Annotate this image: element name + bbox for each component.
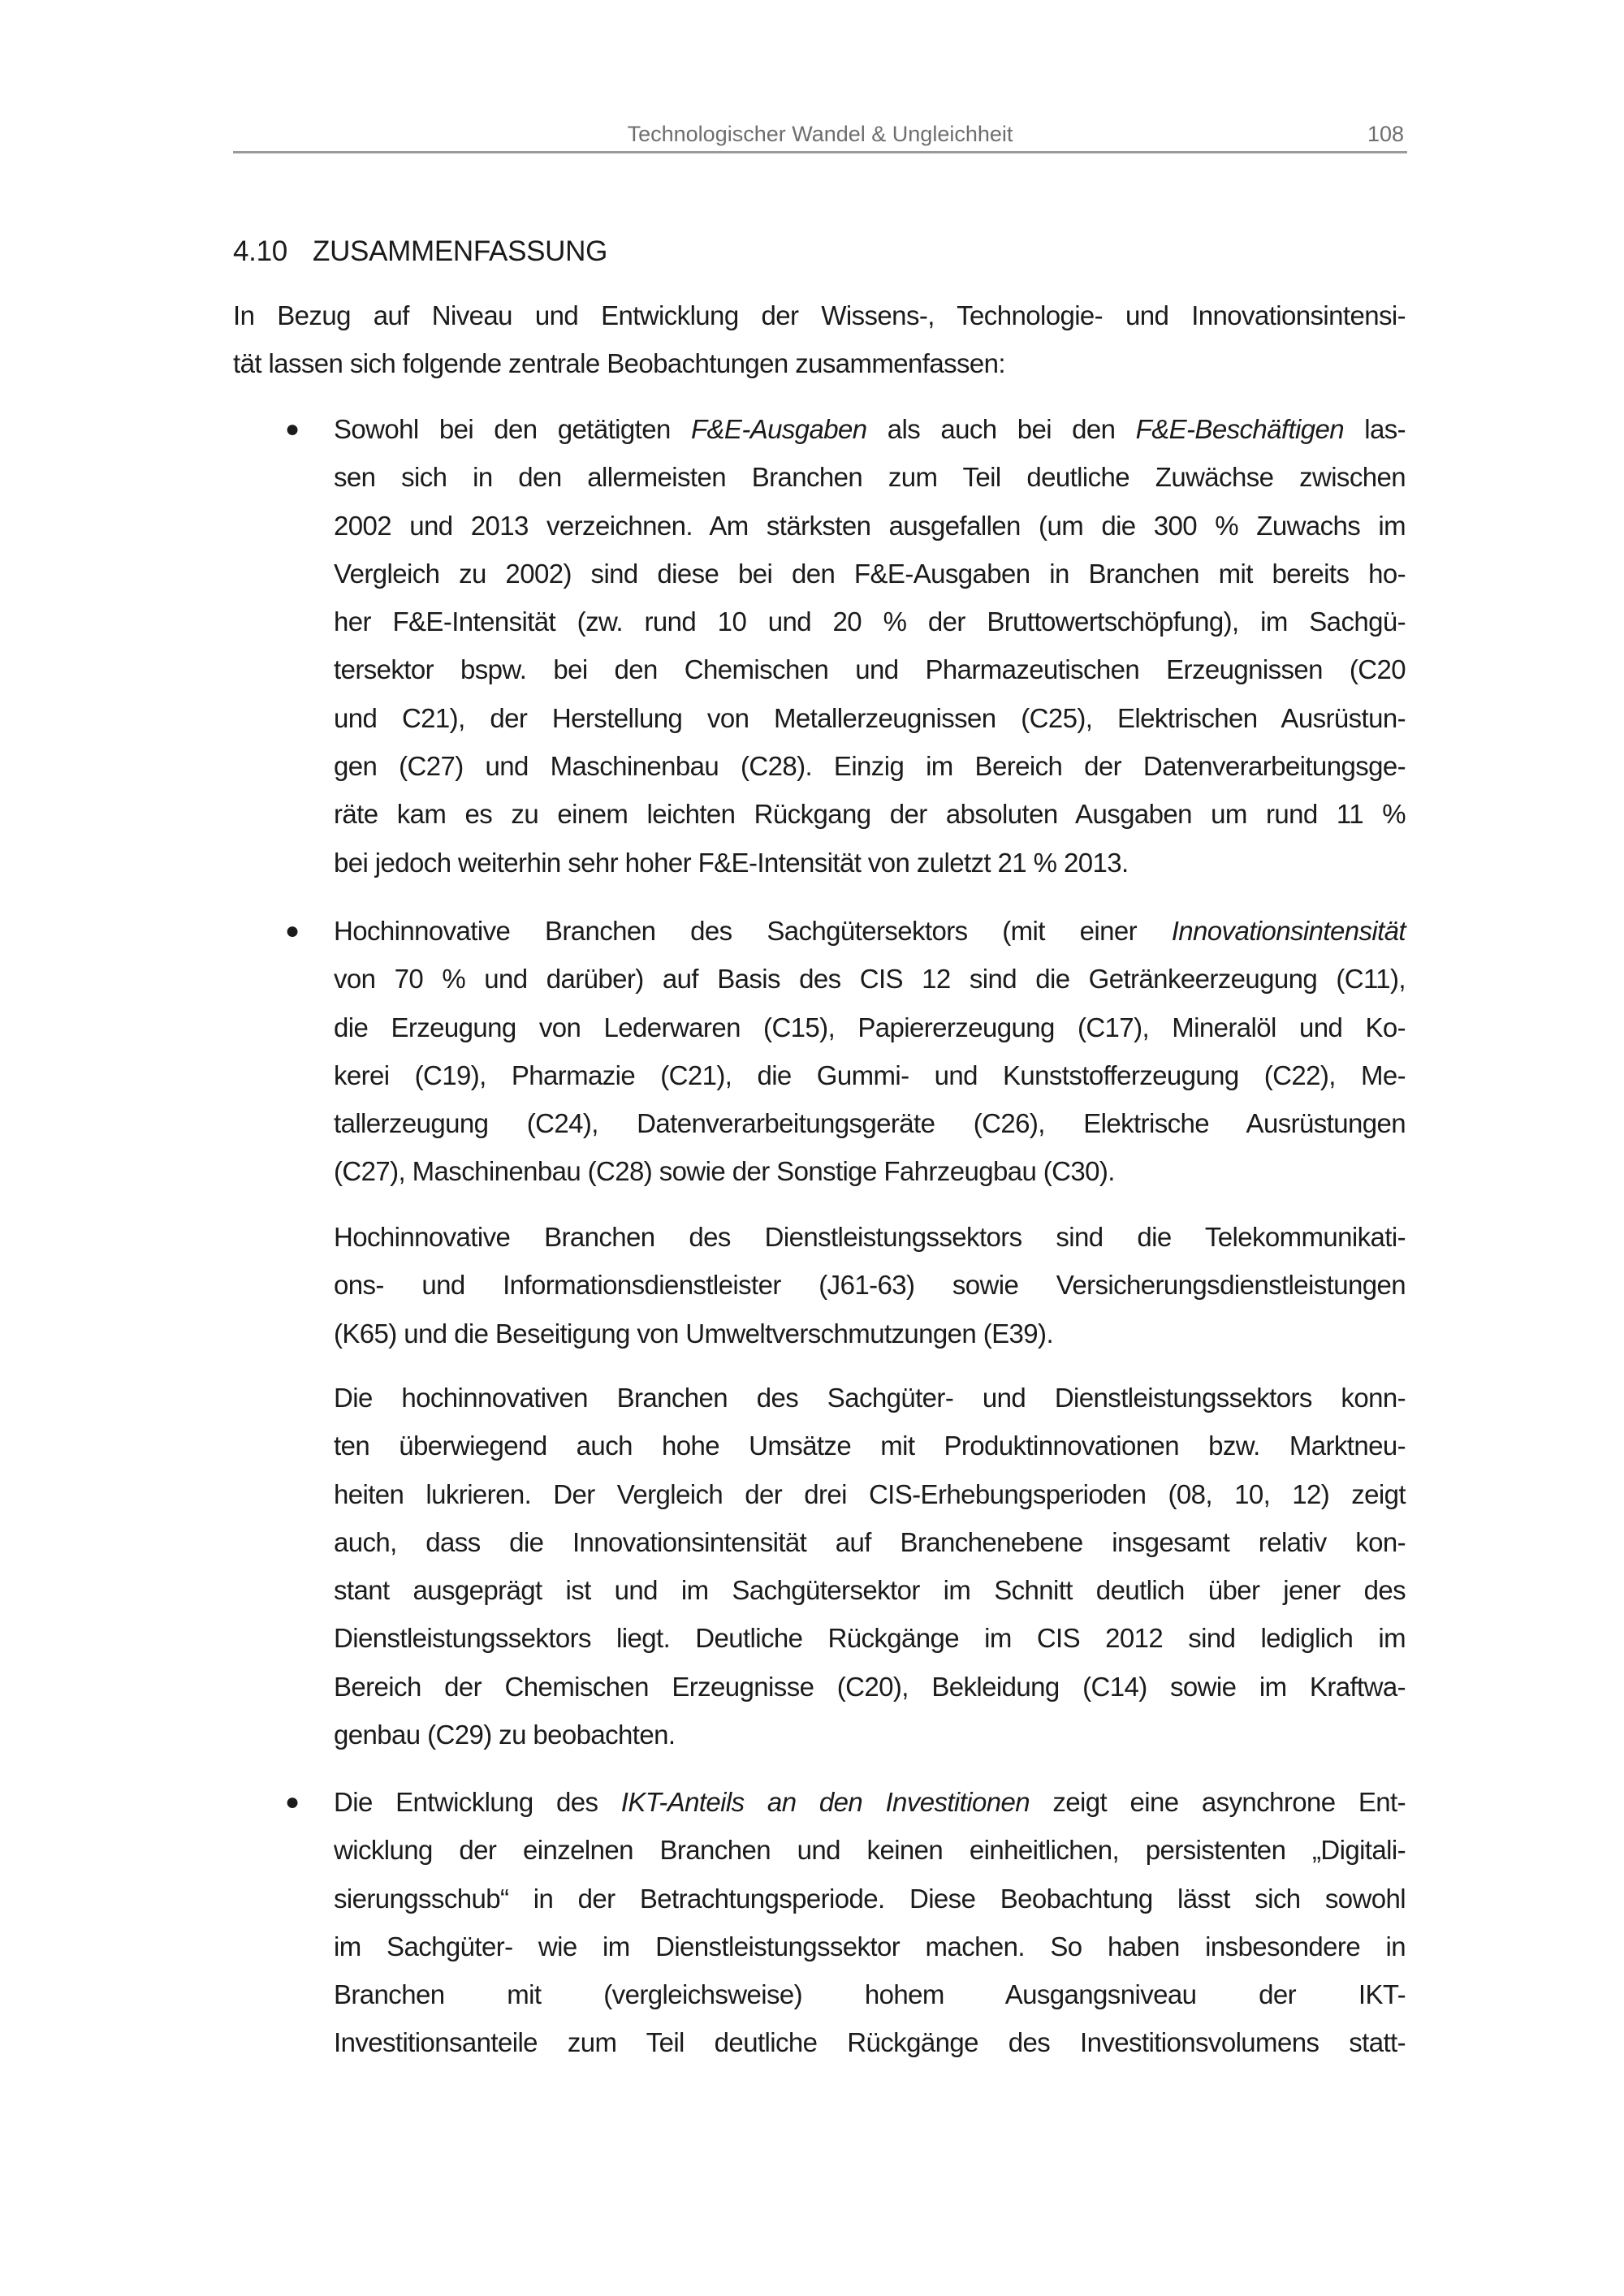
bullet-item [285,1778,1406,2067]
paragraph [334,1374,1406,1759]
text-line [334,1778,1406,1826]
text-run: ons- und Informationsdienstleister (J61-63) sowie Versicherungsdienstleistungen [334,1270,1406,1301]
text-line [334,1374,1406,1422]
running-title: Technologischer Wandel & Ungleichheit [627,122,1013,146]
text-run: Die Entwicklung des [334,1787,621,1817]
text-line [334,1663,1406,1711]
text-run: (C27), Maschinenbau (C28) sowie der Sonstige Fahrzeugbau (C30). [334,1156,1115,1187]
text-line [334,645,1406,693]
text-run: im Sachgüter- wie im Dienstleistungssektor machen. So haben insbesondere in [334,1931,1406,1962]
text-line [334,1470,1406,1518]
paragraph [233,291,1406,388]
text-run: genbau (C29) zu beobachten. [334,1720,676,1750]
text-line [334,502,1406,550]
page-header [233,122,1407,153]
text-run: Die hochinnovativen Branchen des Sachgüter- und Dienstleistungssektors konn- [334,1383,1406,1413]
text-line [334,1099,1406,1147]
text-run: die Erzeugung von Lederwaren (C15), Papiererzeugung (C17), Mineralöl und Ko- [334,1012,1406,1042]
text-run: Vergleich zu 2002) sind diese bei den F&E-Ausgaben in Branchen mit bereits ho- [334,558,1406,589]
text-line [334,550,1406,598]
text-run: wicklung der einzelnen Branchen und keinen einheitlichen, persistenten „Digitali- [334,1835,1406,1866]
section-title: ZUSAMMENFASSUNG [313,235,608,267]
text-line [334,839,1406,887]
text-run: Bereich der Chemischen Erzeugnisse (C20), Bekleidung (C14) sowie im Kraftwa- [334,1671,1406,1702]
text-line [334,1422,1406,1470]
text-line [334,1261,1406,1309]
text-run: gen (C27) und Maschinenbau (C28). Einzig im Bereich der Datenverarbeitungsge- [334,751,1406,782]
text-line [334,1923,1406,1970]
text-run: Dienstleistungssektors liegt. Deutliche Rückgänge im CIS 2012 sind lediglich im [334,1623,1406,1654]
text-line [334,1147,1406,1195]
text-run: auch, dass die Innovationsintensität auf Branchenebene insgesamt relativ kon- [334,1526,1406,1557]
text-run: räte kam es zu einem leichten Rückgang der absoluten Ausgaben um rund 11 % [334,799,1406,830]
emphasized-term: IKT-Anteils an den Investitionen [620,1787,1030,1817]
text-line [334,1711,1406,1759]
emphasized-term: F&E-Beschäftigen [1135,414,1345,444]
bullet-item [285,907,1406,1196]
text-run: her F&E-Intensität (zw. rund 10 und 20 % der Bruttowertschöpfung), im Sachgü- [334,606,1406,637]
text-line [334,1003,1406,1051]
bullet-icon: ● [285,1789,300,1815]
text-run: las- [1344,414,1406,444]
text-run: Hochinnovative Branchen des Dienstleistungssektors sind die Telekommunikati- [334,1222,1406,1252]
text-run: Sowohl bei den getätigten [334,414,691,444]
text-line [334,742,1406,790]
text-run: tersektor bspw. bei den Chemischen und Pharmazeutischen Erzeugnissen (C20 [334,654,1406,685]
bullet-icon: ● [285,917,300,944]
text-line [334,1310,1406,1357]
text-run: von 70 % und darüber) auf Basis des CIS 12 sind die Getränkeerzeugung (C11), [334,964,1406,995]
text-run: sierungsschub“ in der Betrachtungsperiode. Diese Beobachtung lässt sich sowohl [334,1883,1406,1914]
text-line [233,339,1406,387]
text-run: sen sich in den allermeisten Branchen zum Teil deutliche Zuwächse zwischen [334,462,1406,493]
text-run: (K65) und die Beseitigung von Umweltverschmutzungen (E39). [334,1318,1054,1349]
text-run: ten überwiegend auch hohe Umsätze mit Produktinnovationen bzw. Marktneu- [334,1431,1406,1461]
emphasized-term: F&E-Ausgaben [690,414,867,444]
text-line [334,1518,1406,1566]
text-line [334,405,1406,453]
text-line [334,1875,1406,1923]
text-run: Hochinnovative Branchen des Sachgütersektors (mit einer [334,916,1172,946]
text-run: als auch bei den [866,414,1136,444]
text-line [334,1970,1406,2018]
text-run: kerei (C19), Pharmazie (C21), die Gummi- und Kunststofferzeugung (C22), Me- [334,1060,1406,1090]
text-run: heiten lukrieren. Der Vergleich der drei CIS-Erhebungsperioden (08, 10, 12) zeigt [334,1478,1406,1509]
text-line [334,1614,1406,1662]
text-line [334,1213,1406,1261]
text-line [334,2018,1406,2066]
text-line [334,1826,1406,1874]
page-number: 108 [1367,122,1404,146]
section-heading [233,235,607,268]
text-run: Branchen mit (vergleichsweise) hohem Ausgangsniveau der IKT- [334,1979,1406,2010]
text-line [334,1051,1406,1099]
text-line [233,291,1406,339]
section-number: 4.10 [233,235,287,267]
text-run: 2002 und 2013 verzeichnen. Am stärksten ausgefallen (um die 300 % Zuwachs im [334,510,1406,541]
bullet-item [285,405,1406,887]
text-line [334,1566,1406,1614]
text-run: Investitionsanteile zum Teil deutliche Rückgänge des Investitionsvolumens statt- [334,2027,1406,2058]
text-line [334,453,1406,501]
text-line [334,694,1406,742]
bullet-icon: ● [285,416,300,442]
text-run: bei jedoch weiterhin sehr hoher F&E-Intensität von zuletzt 21 % 2013. [334,847,1129,878]
text-run: und C21), der Herstellung von Metallerzeugnissen (C25), Elektrischen Ausrüstun- [334,702,1406,733]
text-line [334,955,1406,1003]
emphasized-term: Innovationsintensität [1171,916,1406,946]
text-run: stant ausgeprägt ist und im Sachgütersektor im Schnitt deutlich über jener des [334,1575,1406,1606]
text-run: In Bezug auf Niveau und Entwicklung der Wissens-, Technologie- und Innovationsintensi- [233,300,1406,330]
paragraph [334,1213,1406,1357]
text-line [334,907,1406,955]
text-run: tallerzeugung (C24), Datenverarbeitungsgeräte (C26), Elektrische Ausrüstungen [334,1108,1406,1139]
text-line [334,790,1406,838]
text-line [334,598,1406,645]
text-run: tät lassen sich folgende zentrale Beobachtungen zusammenfassen: [233,348,1005,379]
text-run: zeigt eine asynchrone Ent- [1029,1787,1406,1817]
